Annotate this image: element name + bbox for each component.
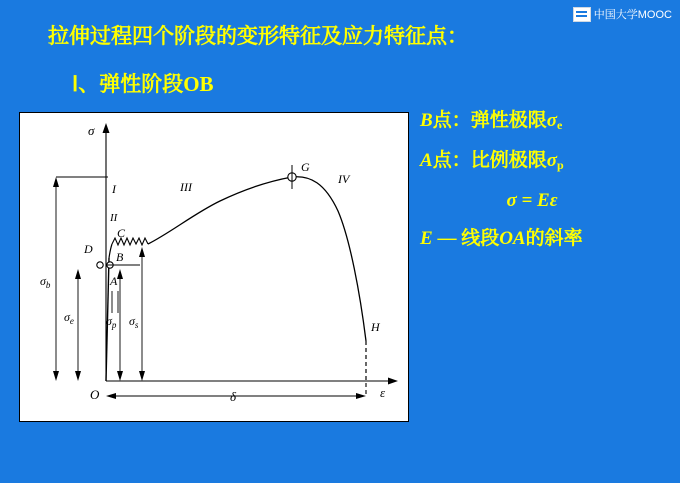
a-point-symbol: σ bbox=[546, 149, 557, 171]
svg-text:δ: δ bbox=[230, 389, 237, 404]
svg-text:H: H bbox=[371, 320, 380, 334]
svg-text:A: A bbox=[110, 274, 118, 288]
slope-symbol: E bbox=[420, 228, 433, 250]
svg-text:III: III bbox=[180, 180, 192, 194]
mooc-logo-text: 中国大学MOOC bbox=[593, 9, 672, 21]
svg-text:G: G bbox=[301, 160, 310, 174]
right-line-formula bbox=[420, 190, 678, 212]
right-line-a-point bbox=[420, 150, 678, 173]
svg-text:II: II bbox=[110, 212, 118, 224]
page-title: 拉伸过程四个阶段的变形特征及应力特征点： bbox=[48, 24, 468, 48]
slope-segment: OA bbox=[499, 228, 526, 250]
stress-strain-figure bbox=[19, 112, 409, 422]
slope-text: — 线段 bbox=[432, 228, 500, 250]
b-point-subscript: e bbox=[556, 118, 563, 132]
right-text-block bbox=[420, 110, 678, 267]
svg-text:σp: $\sigma_p$ bbox=[106, 314, 117, 330]
b-point-letter: B bbox=[420, 110, 433, 131]
a-point-subscript: p bbox=[556, 157, 564, 172]
right-line-b-point bbox=[420, 110, 678, 133]
a-point-letter: A bbox=[420, 149, 433, 171]
svg-text:D: D bbox=[84, 242, 93, 256]
slope-tail: 的斜率 bbox=[525, 228, 583, 250]
svg-text:C: C bbox=[117, 226, 126, 240]
b-point-text: 点：弹性极限 bbox=[432, 110, 547, 131]
page-subtitle bbox=[72, 68, 214, 98]
page-subtitle-text: Ⅰ、弹性阶段OB bbox=[72, 72, 214, 96]
svg-text:σb: $\sigma_b$ bbox=[40, 274, 51, 290]
mooc-logo-mark-icon bbox=[573, 7, 591, 22]
svg-text:IV: IV bbox=[338, 172, 350, 186]
svg-text:σ: σ bbox=[88, 123, 95, 138]
svg-text:I: I bbox=[112, 182, 116, 196]
right-line-slope bbox=[420, 228, 678, 250]
svg-text:σe: $\sigma_e$ bbox=[64, 310, 74, 326]
svg-text:B: B bbox=[116, 250, 124, 264]
mooc-logo bbox=[573, 6, 672, 22]
svg-text:σs: $\sigma_s$ bbox=[129, 314, 139, 330]
svg-text:O: O bbox=[90, 387, 100, 402]
a-point-text: 点：比例极限 bbox=[432, 149, 547, 171]
hooke-law-formula: σ = Eε bbox=[506, 189, 558, 211]
svg-text:ε: ε bbox=[380, 385, 386, 400]
b-point-symbol: σ bbox=[546, 110, 557, 131]
